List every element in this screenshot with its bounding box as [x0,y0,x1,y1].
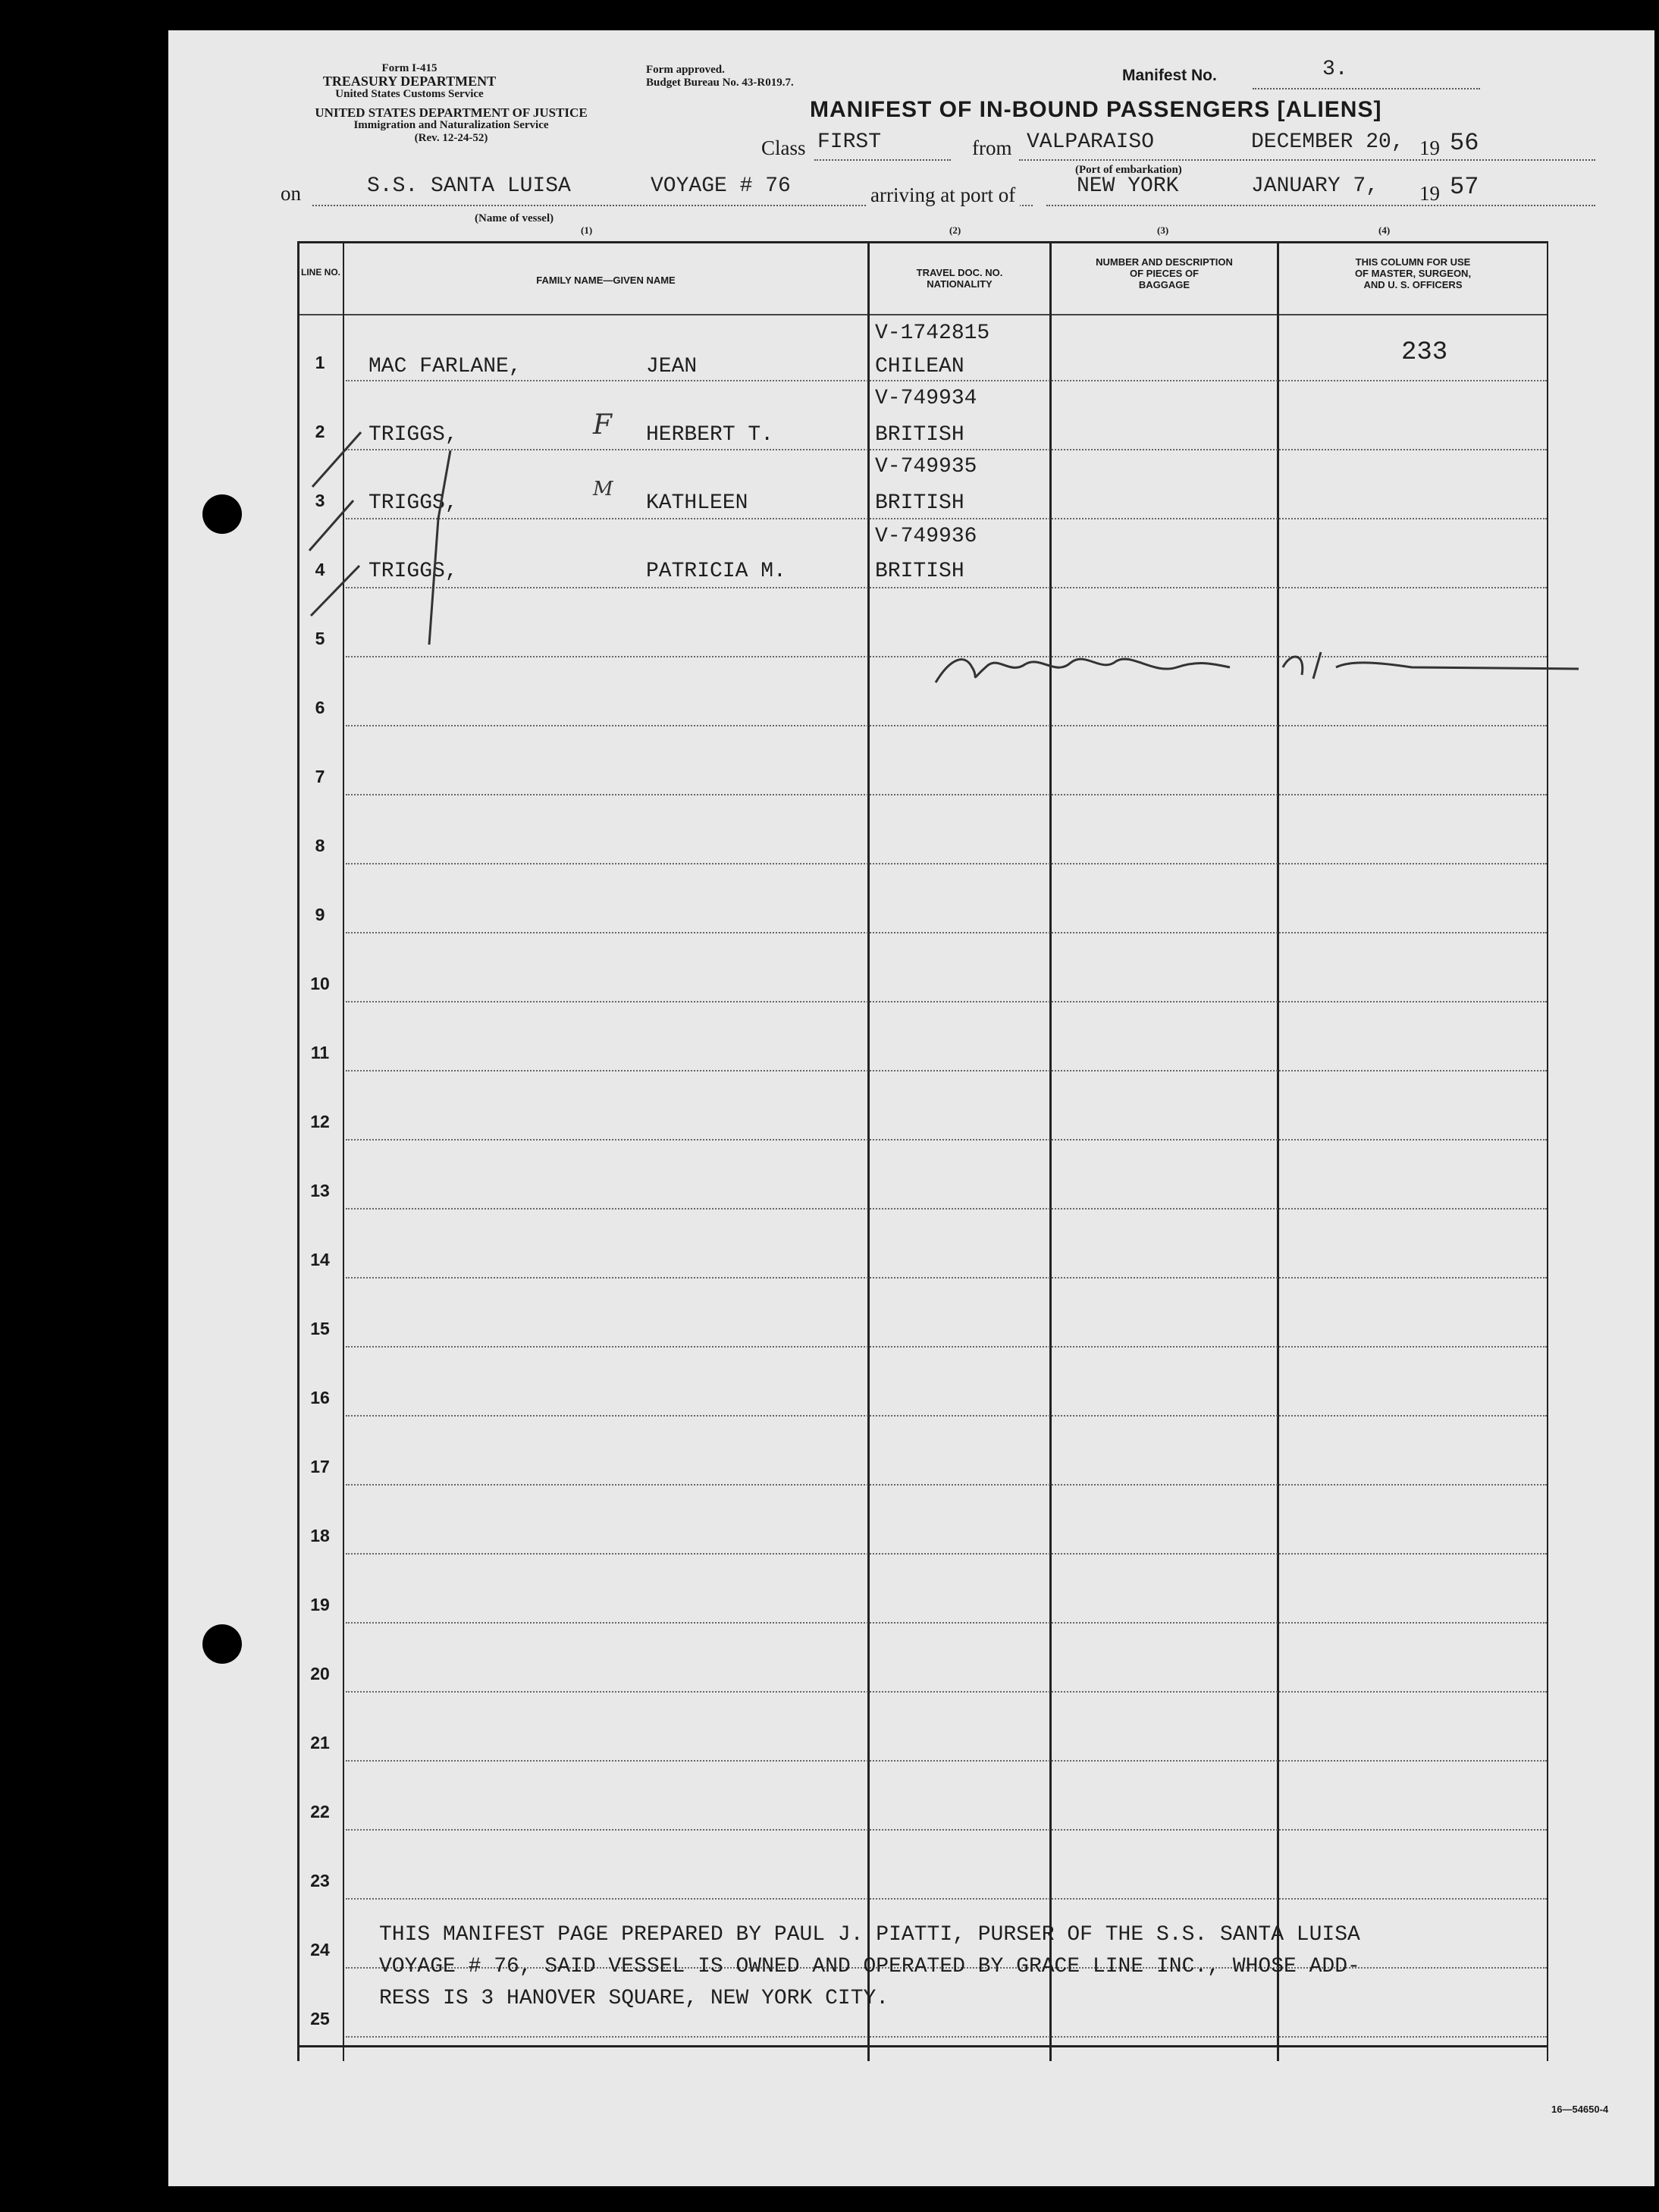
row-rule [346,1139,1547,1141]
agency-service: Immigration and Naturalization Service [353,119,549,131]
punch-hole [202,494,242,534]
passenger-family-name: TRIGGS, [368,423,458,447]
manifest-sheet [168,30,1654,2186]
line-number: 14 [310,1250,330,1269]
vessel-name: S.S. SANTA LUISA [367,174,571,198]
line-number: 20 [310,1664,330,1683]
arrival-port: NEW YORK [1077,174,1179,198]
line-number: 11 [310,1043,330,1062]
row-rule [346,1346,1547,1348]
class-value: FIRST [817,130,882,154]
column-number: (3) [1157,224,1169,236]
row-rule [346,932,1547,933]
department-name: TREASURY DEPARTMENT [322,74,497,89]
passenger-family-name: MAC FARLANE, [368,355,522,378]
line-number: 1 [315,353,325,372]
row-rule [346,1553,1547,1555]
on-label: on [281,182,301,205]
row-rule [346,380,1547,381]
passenger-doc-number: V-749936 [875,525,977,548]
line-number: 2 [315,422,325,441]
arriving-label: arriving at port of [866,184,1020,207]
passenger-given-name: PATRICIA M. [646,560,786,583]
column-number: (4) [1378,224,1391,236]
line-number: 17 [310,1457,330,1476]
agency-name: UNITED STATES DEPARTMENT OF JUSTICE [315,105,588,120]
passenger-given-name: KATHLEEN [646,491,748,515]
arrival-date: JANUARY 7, [1251,174,1379,198]
departure-year: 56 [1450,129,1479,157]
line-number: 4 [315,560,325,579]
form-print-code: 16—54650-4 [1551,2104,1609,2115]
line-number: 5 [315,629,325,648]
handwritten-signature [927,637,1609,698]
budget-bureau-number: Budget Bureau No. 43-R019.7. [646,77,794,89]
revision-date: (Rev. 12-24-52) [414,132,488,144]
passenger-family-name: TRIGGS, [368,560,458,583]
travel-doc-label: TRAVEL DOC. NO. [916,267,1003,278]
line-number: 24 [310,1940,330,1959]
passenger-doc-number: V-749935 [875,455,977,478]
line-number: 21 [310,1733,330,1752]
handwritten-sex-mark: M [593,478,613,500]
column-header-baggage [1052,256,1277,290]
line-number: 25 [310,2009,330,2028]
row-rule [346,1691,1547,1693]
purser-statement-line: VOYAGE # 76, SAID VESSEL IS OWNED AND OPERATED BY GRACE LINE INC., WHOSE ADD- [379,1955,1360,1978]
approval-block [646,64,794,89]
line-number: 16 [310,1388,330,1407]
line-number: 23 [310,1871,330,1890]
passenger-doc-number: V-1742815 [875,322,990,345]
passenger-nationality: BRITISH [875,491,964,515]
line-number: 3 [315,491,325,510]
approval-text: Form approved. [646,64,725,76]
line-number: 10 [310,974,330,993]
page-title: MANIFEST OF IN-BOUND PASSENGERS [ALIENS] [810,97,1382,122]
arrival-year-prefix: 19 [1419,182,1440,205]
line-number: 12 [310,1112,330,1131]
line-number: 9 [315,905,325,924]
line-number: 15 [310,1319,330,1338]
passenger-nationality: BRITISH [875,560,964,583]
column-header-officers [1279,256,1547,290]
class-label: Class [761,136,806,159]
column-number: (1) [581,224,593,236]
baggage-label-line: OF PIECES OF [1129,268,1199,279]
row-rule [346,725,1547,726]
handwritten-check-marks [302,394,757,713]
officers-label-line: OF MASTER, SURGEON, [1354,268,1472,279]
line-number: 18 [310,1526,330,1545]
officers-label-line: THIS COLUMN FOR USE [1355,256,1471,268]
form-id-block [281,62,538,101]
column-number: (2) [949,224,961,236]
baggage-label-line: BAGGAGE [1138,279,1190,290]
line-number: 6 [315,698,325,717]
row-rule [346,1760,1547,1762]
handwritten-sex-mark: F [593,409,612,441]
passenger-family-name: TRIGGS, [368,491,458,515]
service-name: United States Customs Service [335,88,484,100]
embarkation-port: VALPARAISO [1027,130,1155,154]
passenger-nationality: BRITISH [875,423,964,447]
purser-statement-line: THIS MANIFEST PAGE PREPARED BY PAUL J. PIATTI, PURSER OF THE S.S. SANTA LUISA [379,1923,1360,1947]
line-number: 13 [310,1181,330,1200]
purser-statement-line: RESS IS 3 HANOVER SQUARE, NEW YORK CITY. [379,1987,889,2010]
form-number: Form I-415 [381,62,437,74]
officer-note: 233 [1401,338,1448,367]
row-rule [346,1829,1547,1831]
row-rule [346,1208,1547,1210]
passenger-nationality: CHILEAN [875,355,964,378]
manifest-no-value: 3. [1322,58,1348,81]
passenger-doc-number: V-749934 [875,387,977,410]
row-rule [346,794,1547,795]
voyage-number: VOYAGE # 76 [651,174,791,198]
passenger-given-name: JEAN [646,355,698,378]
from-label: from [972,136,1012,159]
line-number: 7 [315,767,325,786]
row-rule [346,1898,1547,1900]
column-header-line-no: LINE NO. [300,267,340,278]
departure-year-prefix: 19 [1419,136,1440,159]
manifest-no-label: Manifest No. [1122,67,1217,84]
column-header-name: FAMILY NAME—GIVEN NAME [536,275,676,286]
table-bottom-rule [297,2045,1548,2047]
row-rule [346,1277,1547,1279]
arrival-year: 57 [1450,173,1479,201]
row-rule [346,1070,1547,1071]
row-rule [346,1415,1547,1417]
passenger-given-name: HERBERT T. [646,423,774,447]
row-rule [346,2036,1547,2038]
line-number: 22 [310,1802,330,1821]
row-rule [346,1001,1547,1002]
line-number: 8 [315,836,325,855]
vessel-note: (Name of vessel) [475,212,554,224]
departure-date: DECEMBER 20, [1251,130,1404,154]
port-of-embarkation-note: (Port of embarkation) [1075,164,1182,176]
punch-hole [202,1624,242,1664]
agency-block [281,106,622,145]
nationality-label: NATIONALITY [927,278,993,290]
row-rule [346,863,1547,864]
row-rule [346,1622,1547,1624]
officers-label-line: AND U. S. OFFICERS [1363,279,1463,290]
row-rule [346,1484,1547,1486]
baggage-label-line: NUMBER AND DESCRIPTION [1096,256,1233,268]
line-number: 19 [310,1595,330,1614]
column-header-travel-doc [870,267,1049,290]
